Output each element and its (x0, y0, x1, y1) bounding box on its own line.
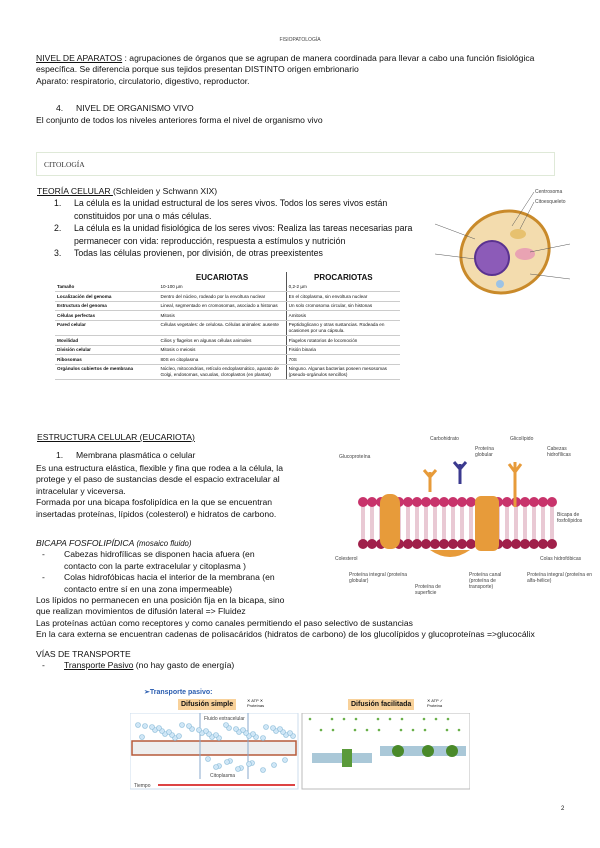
table-header: PROCARIOTAS (314, 273, 373, 282)
aparatos-paragraph (36, 53, 576, 87)
table-cell: Localización del genoma (55, 292, 159, 302)
table-cell: Células perfectas (55, 311, 159, 321)
organismo-text: El conjunto de todos los niveles anteriores forma el nivel de organismo vivo (36, 115, 323, 125)
phospholipid-head (430, 497, 440, 507)
label-carbohidrato: Carbohidrato (430, 436, 459, 442)
teoria-item (37, 222, 422, 247)
label-glucolipido: Glicolípido (510, 436, 534, 442)
list-number: 2. (54, 223, 62, 234)
table-cell: Células vegetales: de celulosa. Células animales: ausente (159, 320, 287, 335)
phospholipid-head (403, 497, 413, 507)
table-cell: Fisión binaria (286, 345, 400, 355)
table-cell: División celular (55, 345, 159, 355)
label-integral1: Proteína integral (proteína globular) (349, 572, 408, 584)
vias-item-rest: (no hay gasto de energía) (133, 660, 235, 671)
teoria-item (37, 247, 422, 260)
bicapa-item-text: Cabezas hidrofílicas se disponen hacia afuera (en contacto con la parte extracelular y citoplasma ) (64, 549, 255, 571)
table-cell: Dentro del núcleo, rodeado por la envoltura nuclear (159, 292, 287, 302)
phospholipid-head (466, 497, 476, 507)
table-cell: Amitosis (286, 311, 400, 321)
transport-diagram (130, 713, 470, 793)
phospholipid-head (529, 497, 539, 507)
estructura-title: ESTRUCTURA CELULAR (EUCARIOTA) (37, 432, 195, 442)
bicapa-section (36, 538, 600, 671)
table-cell: En el citoplasma, sin envoltura nuclear (286, 292, 400, 302)
bicapa-p2: Las proteínas actúan como receptores y como canales permitiendo el paso selectivo de sustancias (36, 617, 413, 628)
membrana-heading (56, 450, 195, 461)
list-number: 1. (56, 450, 64, 460)
teoria-celular (37, 186, 422, 260)
table-cell: Un solo cromosoma circular, sin histonas (286, 301, 400, 311)
phospholipid-head (547, 497, 557, 507)
table-cell: Estructura del genoma (55, 301, 159, 311)
teoria-list (37, 197, 422, 260)
teoria-item-text: La célula es la unidad estructural de los seres vivos. Todos los seres vivos están constituidos por una o más células. (74, 198, 388, 221)
transporte-pasivo-link[interactable]: Transporte Pasivo (64, 660, 134, 671)
table-row (55, 336, 400, 346)
label-globular: Proteína globular (475, 446, 494, 458)
table-row (55, 320, 400, 335)
label-superficie: Proteína de superficie (415, 584, 441, 596)
section-citologia: CITOLOGÍA (36, 152, 555, 176)
phospholipid-head (520, 497, 530, 507)
comparison-table-figure (55, 272, 400, 380)
teoria-authors: (Schleiden y Schwann XIX) (112, 186, 218, 196)
phospholipid-head (367, 497, 377, 507)
extracelular-label: Fluido extracelular (204, 716, 245, 722)
teoria-item-text: Todas las células provienen, por división, de otras preexistentes (74, 248, 323, 259)
table-row (55, 301, 400, 311)
list-number: 4. (56, 103, 64, 113)
table-cell: Movilidad (55, 336, 159, 346)
membrana-p1: Es una estructura elástica, flexible y fina que rodea a la célula, la protege y el paso de sustancias desde el espacio extracelular al intracelular y viceversa. (36, 463, 283, 496)
vias-item: - Transporte Pasivo (no hay gasto de energía) (42, 660, 235, 671)
running-header: FISIOPATOLOGÍA (279, 37, 321, 43)
facil-notes: ✕ ATP ✓ Proteína (427, 698, 444, 708)
difusion-simple-label: Difusión simple (178, 699, 236, 710)
teoria-title: TEORÍA CELULAR (37, 186, 113, 196)
bicapa-item-2: - Colas hidrofóbicas hacia el interior de la membrana (en contacto entre sí en una zona impermeable) (42, 572, 275, 594)
label-cabezas: Cabezas hidrofílicas (547, 446, 571, 458)
teoria-item (37, 197, 422, 222)
phospholipid-head (439, 497, 449, 507)
label-canal: Proteína canal (proteína de transporte) (469, 572, 502, 590)
label-integral2: Proteína integral (proteína en alfa-hélice) (527, 572, 593, 584)
bicapa-item-1: - Cabezas hidrofílicas se disponen hacia afuera (en contacto con la parte extracelular y citoplasma ) (42, 549, 255, 571)
list-number: 1. (54, 198, 62, 209)
transport-figure (130, 688, 470, 793)
organismo-title: NIVEL DE ORGANISMO VIVO (76, 103, 194, 113)
table-header (55, 272, 159, 283)
table-header-row (55, 272, 400, 283)
page-number: 2 (561, 806, 565, 812)
cell-label-citoesqueleto: Citoesqueleto (535, 199, 566, 205)
membrana-p2: Formada por una bicapa fosfolipídica en la que se encuentran insertadas proteínas, lípidos (colesterol) e hidratos de carbono. (36, 497, 277, 519)
aparatos-text: : agrupaciones de órganos que se agrupan de manera coordinada para llevar a cabo una función fisiológica específica. Se diferencia porque sus tejidos presentan DISTINTO origen embrionario (36, 53, 535, 75)
organismo-heading (56, 103, 194, 114)
phospholipid-head (448, 497, 458, 507)
tiempo-label: Tiempo (134, 783, 151, 789)
phospholipid-head (502, 497, 512, 507)
bicapa-item-text: Colas hidrofóbicas hacia el interior de la membrana (en contacto entre sí en una zona impermeable) (64, 572, 275, 594)
phospholipid-head (457, 497, 467, 507)
bicapa-p1: Los lípidos no permanecen en una posición fija en la bicapa, sino que realizan movimientos de difusión lateral => Fluidez (36, 595, 285, 617)
table-cell: 0,2-2 µm (286, 283, 400, 292)
phospholipid-head (412, 497, 422, 507)
citoplasma-label: Citoplasma (210, 773, 236, 779)
phospholipid-head (358, 497, 368, 507)
table-cell: Mitosis (159, 311, 287, 321)
table-cell: Tamaño (55, 283, 159, 292)
animal-cell-figure (430, 184, 575, 312)
eucariota-procariota-table (55, 272, 400, 380)
table-cell: Peptidoglicano y otras sustancias. Rodeada en ocasiones por una cápsula. (286, 320, 400, 335)
table-cell: 10-100 µm (159, 283, 287, 292)
label-colesterol: Colesterol (335, 556, 358, 562)
membrana-text (36, 463, 306, 520)
table-row (55, 355, 400, 365)
table-cell: Cilios y flagelos en algunas células animales (159, 336, 287, 346)
list-number: 3. (54, 248, 62, 259)
table-cell: Pared celular (55, 320, 159, 335)
phospholipid-head (538, 497, 548, 507)
transport-title: ➢Transporte pasivo: (144, 689, 213, 696)
aparatos-term: NIVEL DE APARATOS (36, 53, 123, 63)
bicapa-sub: (mosaico fluido) (136, 539, 192, 548)
table-cell: Ninguno. Algunas bacterias poseen mesosomas (pseudo-orgánulos sencillos) (286, 364, 400, 379)
phospholipid-head (421, 497, 431, 507)
table-cell: Mitosis o meiosis (159, 345, 287, 355)
table-row (55, 364, 400, 379)
simple-notes: ✕ ATP ✕ Proteínas (247, 698, 265, 708)
table-row (55, 292, 400, 302)
table-row (55, 283, 400, 292)
table-row (55, 311, 400, 321)
bicapa-title: BICAPA FOSFOLIPÍDICA (36, 538, 137, 548)
table-cell: Lineal, segmentado en cromosomas, asociado a histonas (159, 301, 287, 311)
membrana-title: Membrana plasmática o celular (76, 450, 196, 460)
table-header: EUCARIOTAS (159, 272, 287, 283)
table-cell: Núcleo, mitocondrias, retículo endoplasmático, aparato de Golgi, endosomas, vacuolas, cloroplastos (en plantas) (159, 364, 287, 379)
bicapa-p3: En la cara externa se encuentran cadenas de polisacáridos (hidratos de carbono) de los glucolípidos y glucoproteínas =>glucocálix (36, 629, 535, 640)
table-cell: 80S en citoplasma (159, 355, 287, 365)
cell-label-centrosoma: Centrosoma (535, 189, 563, 195)
table-row (55, 345, 400, 355)
label-colas: Colas hidrofóbicas (540, 556, 582, 562)
table-cell: Orgánulos cubiertos de membrana (55, 364, 159, 379)
label-bicapa: Bicapa de fosfolípidos (557, 512, 583, 524)
vias-title: VÍAS DE TRANSPORTE (36, 648, 131, 659)
table-cell: Ribosomas (55, 355, 159, 365)
difusion-facilitada-label: Difusión facilitada (348, 699, 414, 710)
table-cell: 70S (286, 355, 400, 365)
aparatos-examples: Aparato: respiratorio, circulatorio, digestivo, reproductor. (36, 75, 250, 86)
label-glucoproteina: Glucoproteína (339, 454, 371, 460)
table-cell: Flagelos rotatorios de locomoción (286, 336, 400, 346)
teoria-item-text: La célula es la unidad fisiológica de los seres vivos: Realiza las tareas necesarias para permanecer con vida: reproducción, respuesta a estímulos y nutrición (74, 223, 413, 246)
